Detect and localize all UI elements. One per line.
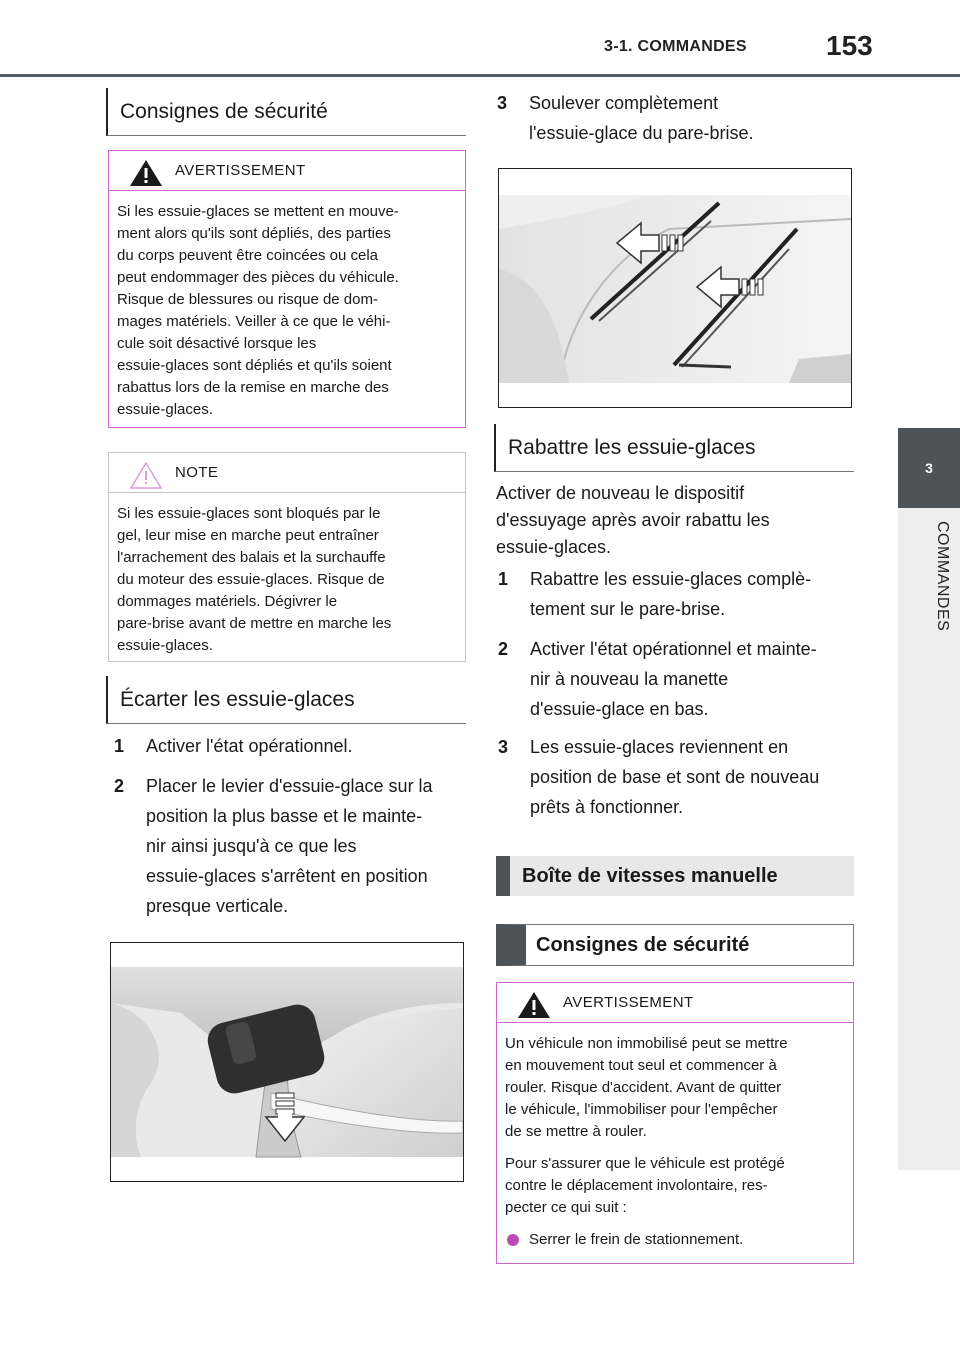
step-text [530, 564, 811, 624]
step-line: Les essuie-glaces reviennent en [530, 737, 789, 757]
note-line: pare-brise avant de mettre en marche les [117, 615, 392, 632]
intro-line: Activer de nouveau le dispositif [496, 483, 745, 503]
chapter-tab-label: COMMANDES [934, 521, 951, 632]
windshield-wipers-illustration [499, 169, 851, 407]
step-line: nir ainsi jusqu'à ce que les [146, 836, 357, 856]
step-line: position de base et sont de nouveau [530, 767, 820, 787]
warning-header [109, 151, 465, 191]
caution-triangle-icon [129, 461, 163, 489]
warning-title: AVERTISSEMENT [563, 994, 694, 1011]
warning-line: le véhicule, l'immobiliser pour l'empêcher [505, 1101, 778, 1118]
warning-paragraph [505, 1153, 843, 1219]
note-line: essuie-glaces. [117, 637, 213, 654]
warning-paragraph [505, 1033, 843, 1143]
warning-text [109, 191, 465, 421]
warning-line: pecter ce qui suit : [505, 1199, 627, 1216]
step-text [146, 771, 433, 921]
warning-box [108, 150, 466, 428]
step-line: Activer l'état opérationnel. [146, 736, 353, 756]
intro-line: d'essuyage après avoir rabattu les [496, 510, 770, 530]
header-rule [0, 74, 960, 77]
note-title: NOTE [175, 464, 219, 481]
warning-header [497, 983, 853, 1023]
step-line: l'essuie-glace du pare-brise. [529, 123, 754, 143]
note-box [108, 452, 466, 662]
note-line: dommages matériels. Dégivrer le [117, 593, 338, 610]
step-text [146, 731, 353, 761]
heading-safety-2: Consignes de sécurité [496, 924, 854, 966]
note-line: gel, leur mise en marche peut entraîner [117, 527, 379, 544]
step-text [530, 634, 817, 724]
page-number: 153 [826, 30, 873, 61]
wiper-lever-illustration [111, 943, 463, 1181]
figure-wiper-lever [110, 942, 464, 1182]
warning-line: contre le déplacement involontaire, res- [505, 1177, 768, 1194]
warning-line: mages matériels. Veiller à ce que le véhi- [117, 313, 391, 330]
step-number: 1 [114, 736, 125, 756]
warning-line: essuie-glaces. [117, 401, 213, 418]
heading-safety: Consignes de sécurité [106, 88, 466, 136]
bullet-text: Serrer le frein de stationnement. [529, 1231, 744, 1248]
step-line: Placer le levier d'essuie-glace sur la [146, 776, 433, 796]
step-text [530, 732, 819, 822]
warning-line: du corps peuvent être coincées ou cela [117, 247, 378, 264]
warning-line: ment alors qu'ils sont dépliés, des parties [117, 225, 391, 242]
step-line: tement sur le pare-brise. [530, 599, 726, 619]
warning-line: rabattus lors de la remise en marche des [117, 379, 389, 396]
step-number: 2 [114, 776, 125, 796]
bullet-dot-icon [507, 1234, 519, 1246]
note-header [109, 453, 465, 493]
step-number: 3 [497, 93, 508, 113]
warning-line: rouler. Risque d'accident. Avant de quitter [505, 1079, 782, 1096]
heading-manual-gearbox: Boîte de vitesses manuelle [496, 856, 854, 896]
warning-line: Pour s'assurer que le véhicule est protégé [505, 1155, 785, 1172]
running-header-section: 3-1. COMMANDES [604, 38, 747, 55]
intro-paragraph [496, 480, 856, 561]
step-line: Rabattre les essuie-glaces complè- [530, 569, 812, 589]
step-line: nir à nouveau la manette [530, 669, 729, 689]
step-number: 2 [498, 639, 509, 659]
warning-line: cule soit désactivé lorsque les [117, 335, 317, 352]
heading-ecarter: Écarter les essuie-glaces [106, 676, 466, 724]
warning-text [497, 1023, 853, 1251]
note-text [109, 493, 465, 657]
warning-line: de se mettre à rouler. [505, 1123, 647, 1140]
warning-box-2 [496, 982, 854, 1264]
warning-triangle-icon [129, 159, 163, 187]
warning-line: Si les essuie-glaces se mettent en mouve- [117, 203, 399, 220]
step-line: essuie-glaces s'arrêtent en position [146, 866, 428, 886]
figure-windshield-wipers [498, 168, 852, 408]
heading-rabattre: Rabattre les essuie-glaces [494, 424, 854, 472]
step-line: prêts à fonctionner. [530, 797, 684, 817]
step-line: Activer l'état opérationnel et mainte- [530, 639, 817, 659]
note-line: Si les essuie-glaces sont bloqués par le [117, 505, 381, 522]
step-line: Soulever complètement [529, 93, 719, 113]
step-number: 1 [498, 569, 509, 589]
note-line: du moteur des essuie-glaces. Risque de [117, 571, 385, 588]
warning-line: peut endommager des pièces du véhicule. [117, 269, 399, 286]
step-line: position la plus basse et le mainte- [146, 806, 423, 826]
warning-line: en mouvement tout seul et commencer à [505, 1057, 777, 1074]
step-line: d'essuie-glace en bas. [530, 699, 709, 719]
step-number: 3 [498, 737, 509, 757]
warning-title: AVERTISSEMENT [175, 162, 306, 179]
warning-line: Un véhicule non immobilisé peut se mettre [505, 1035, 788, 1052]
bullet-item [505, 1229, 843, 1251]
warning-line: Risque de blessures ou risque de dom- [117, 291, 378, 308]
warning-triangle-icon [517, 991, 551, 1019]
intro-line: essuie-glaces. [496, 537, 612, 557]
step-text [529, 88, 754, 148]
note-line: l'arrachement des balais et la surchauffe [117, 549, 386, 566]
warning-line: essuie-glaces sont dépliés et qu'ils soient [117, 357, 392, 374]
chapter-tab-number: 3 [898, 428, 960, 508]
step-line: presque verticale. [146, 896, 289, 916]
